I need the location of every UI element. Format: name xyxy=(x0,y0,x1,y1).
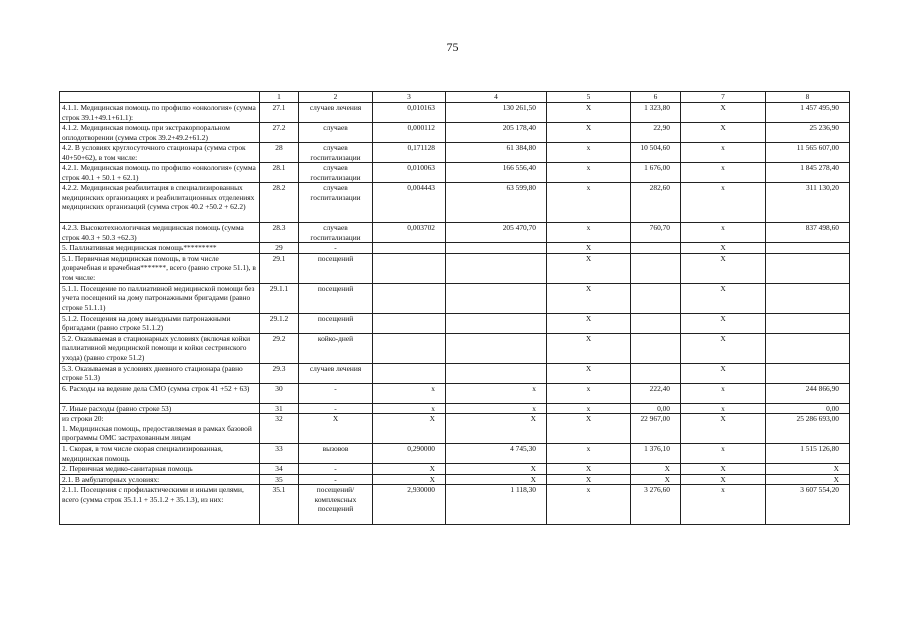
x-cell: X xyxy=(547,313,631,333)
x-cell: х xyxy=(681,444,766,464)
volume-cell: 0,010063 xyxy=(373,163,446,183)
indicator-cell: 2. Первичная медико-санитарная помощь xyxy=(60,464,260,475)
page-number: 75 xyxy=(446,40,459,54)
column-number-cell: 6 xyxy=(631,92,681,103)
table-row xyxy=(60,444,850,464)
x-cell: X xyxy=(681,253,766,283)
per-capita-cell: 222,40 xyxy=(631,383,681,403)
volume-cell: 0,000112 xyxy=(373,123,446,143)
row-number-cell: 28.2 xyxy=(260,183,299,223)
table-row xyxy=(60,464,850,475)
cost-cell: 63 599,80 xyxy=(446,183,547,223)
x-cell: X xyxy=(547,363,631,383)
volume-cell xyxy=(373,313,446,333)
per-capita-cell: 1 676,00 xyxy=(631,163,681,183)
indicator-cell: 4.2.1. Медицинская помощь по профилю «онкология» (сумма строк 40.1 + 50.1 + 62.1) xyxy=(60,163,260,183)
x-cell: х xyxy=(547,485,631,525)
indicator-cell: 4.1.1. Медицинская помощь по профилю «онкология» (сумма строк 39.1+49.1+61.1): xyxy=(60,103,260,123)
cost-cell: X xyxy=(446,474,547,485)
x-cell: X xyxy=(547,123,631,143)
indicator-cell: 2.1.1. Посещения с профилактическими и иными целями, всего (сумма строк 35.1.1 + 35.1.2 + 35.1.3), из них: xyxy=(60,485,260,525)
unit-cell: X xyxy=(299,414,373,444)
table-row xyxy=(60,243,850,254)
table-row xyxy=(60,383,850,403)
row-number-cell: 32 xyxy=(260,414,299,444)
indicator-cell: 5.3. Оказываемая в условиях дневного стационара (равно строке 51.3) xyxy=(60,363,260,383)
row-number-cell: 35 xyxy=(260,474,299,485)
row-number-cell: 33 xyxy=(260,444,299,464)
amount-cell: 311 130,20 xyxy=(766,183,850,223)
per-capita-cell xyxy=(631,313,681,333)
indicator-cell: 4.1.2. Медицинская помощь при экстракорпоральном оплодотворении (сумма строк 39.2+49.2+61.2) xyxy=(60,123,260,143)
indicator-cell: 5.1. Первичная медицинская помощь, в том числе доврачебная и врачебная*******, всего (равно строке 51.1), в том числе: xyxy=(60,253,260,283)
unit-cell: посещений xyxy=(299,313,373,333)
table-row xyxy=(60,123,850,143)
amount-cell xyxy=(766,243,850,254)
x-cell: х xyxy=(547,143,631,163)
cost-cell xyxy=(446,363,547,383)
indicator-cell: 5. Паллиативная медицинская помощь********* xyxy=(60,243,260,254)
amount-cell xyxy=(766,313,850,333)
volume-cell xyxy=(373,363,446,383)
amount-cell: 837 498,60 xyxy=(766,223,850,243)
row-number-cell: 29.1.2 xyxy=(260,313,299,333)
x-cell: х xyxy=(681,485,766,525)
x-cell: X xyxy=(681,414,766,444)
row-number-cell: 27.1 xyxy=(260,103,299,123)
row-number-cell: 28 xyxy=(260,143,299,163)
x-cell: X xyxy=(681,243,766,254)
x-cell: X xyxy=(681,333,766,363)
x-cell: X xyxy=(681,123,766,143)
volume-cell: X xyxy=(373,474,446,485)
unit-cell: посещений xyxy=(299,253,373,283)
amount-cell xyxy=(766,333,850,363)
volume-cell: 0,003702 xyxy=(373,223,446,243)
volume-cell: 0,010163 xyxy=(373,103,446,123)
amount-cell: 1 845 278,40 xyxy=(766,163,850,183)
volume-cell: 0,290000 xyxy=(373,444,446,464)
amount-cell: 11 565 607,00 xyxy=(766,143,850,163)
cost-cell xyxy=(446,243,547,254)
per-capita-cell xyxy=(631,363,681,383)
cost-cell: X xyxy=(446,414,547,444)
amount-cell xyxy=(766,283,850,313)
row-number-cell: 34 xyxy=(260,464,299,475)
amount-cell: X xyxy=(766,474,850,485)
amount-cell: 25 236,90 xyxy=(766,123,850,143)
x-cell: х xyxy=(681,143,766,163)
x-cell: х xyxy=(547,383,631,403)
row-number-cell: 31 xyxy=(260,403,299,414)
x-cell: X xyxy=(681,313,766,333)
per-capita-cell: 1 376,10 xyxy=(631,444,681,464)
row-number-cell: 27.2 xyxy=(260,123,299,143)
table-row xyxy=(60,163,850,183)
volume-cell: 0,171128 xyxy=(373,143,446,163)
cost-cell xyxy=(446,333,547,363)
indicator-cell: 4.2.2. Медицинская реабилитация в специализированных медицинских организациях и реабилитационных отделениях медицинских организаций (сумма строк 40.2 +50.2 + 62.2) xyxy=(60,183,260,223)
volume-cell: х xyxy=(373,403,446,414)
table-row xyxy=(60,333,850,363)
cost-cell: 205 178,40 xyxy=(446,123,547,143)
x-cell: X xyxy=(547,414,631,444)
volume-cell xyxy=(373,243,446,254)
x-cell: X xyxy=(547,253,631,283)
unit-cell: койко-дней xyxy=(299,333,373,363)
x-cell: X xyxy=(681,103,766,123)
unit-cell: вызовов xyxy=(299,444,373,464)
row-number-cell: 29.1 xyxy=(260,253,299,283)
indicator-cell: 5.1.1. Посещение по паллиативной медицинской помощи без учета посещений на дому патронажными бригадами (равно строке 51.1.1) xyxy=(60,283,260,313)
cost-cell: 205 470,70 xyxy=(446,223,547,243)
unit-cell: - xyxy=(299,383,373,403)
unit-cell: - xyxy=(299,243,373,254)
indicator-cell: 6. Расходы на ведение дела СМО (сумма строк 41 +52 + 63) xyxy=(60,383,260,403)
row-number-cell: 35.1 xyxy=(260,485,299,525)
column-number-cell: 4 xyxy=(446,92,547,103)
x-cell: X xyxy=(547,283,631,313)
x-cell: х xyxy=(681,163,766,183)
cost-cell: х xyxy=(446,403,547,414)
x-cell: X xyxy=(547,103,631,123)
per-capita-cell: 1 323,80 xyxy=(631,103,681,123)
x-cell: X xyxy=(681,283,766,313)
volume-cell xyxy=(373,253,446,283)
cost-cell xyxy=(446,253,547,283)
per-capita-cell: 3 276,60 xyxy=(631,485,681,525)
indicator-cell: 4.2.3. Высокотехнологичная медицинская помощь (сумма строк 40.3 + 50.3 +62.3) xyxy=(60,223,260,243)
indicator-cell: 4.2. В условиях круглосуточного стационара (сумма строк 40+50+62), в том числе: xyxy=(60,143,260,163)
column-number-cell: 1 xyxy=(260,92,299,103)
unit-cell: - xyxy=(299,474,373,485)
row-number-cell: 29.3 xyxy=(260,363,299,383)
volume-cell: 2,930000 xyxy=(373,485,446,525)
header-blank-cell xyxy=(60,92,260,103)
x-cell: х xyxy=(547,163,631,183)
x-cell: х xyxy=(681,223,766,243)
indicator-cell: 1. Скорая, в том числе скорая специализированная, медицинская помощь xyxy=(60,444,260,464)
cost-cell xyxy=(446,313,547,333)
amount-cell xyxy=(766,253,850,283)
row-number-cell: 29 xyxy=(260,243,299,254)
column-number-cell: 8 xyxy=(766,92,850,103)
cost-cell: 61 384,80 xyxy=(446,143,547,163)
per-capita-cell xyxy=(631,243,681,254)
per-capita-cell: 22,90 xyxy=(631,123,681,143)
unit-cell: посещений/ комплексных посещений xyxy=(299,485,373,525)
column-number-row xyxy=(60,92,850,103)
table-row xyxy=(60,414,850,444)
cost-cell: 166 556,40 xyxy=(446,163,547,183)
table-row xyxy=(60,283,850,313)
table-row xyxy=(60,253,850,283)
per-capita-cell xyxy=(631,333,681,363)
table-row xyxy=(60,485,850,525)
unit-cell: - xyxy=(299,403,373,414)
amount-cell: X xyxy=(766,464,850,475)
x-cell: х xyxy=(547,403,631,414)
x-cell: X xyxy=(681,474,766,485)
volume-cell: X xyxy=(373,414,446,444)
per-capita-cell xyxy=(631,253,681,283)
table-row xyxy=(60,103,850,123)
indicator-cell: 7. Иные расходы (равно строке 53) xyxy=(60,403,260,414)
volume-cell xyxy=(373,283,446,313)
per-capita-cell: 10 504,60 xyxy=(631,143,681,163)
amount-cell: 244 866,90 xyxy=(766,383,850,403)
column-number-cell: 7 xyxy=(681,92,766,103)
amount-cell: 3 607 554,20 xyxy=(766,485,850,525)
volume-cell: х xyxy=(373,383,446,403)
amount-cell xyxy=(766,363,850,383)
table-row xyxy=(60,183,850,223)
cost-cell xyxy=(446,283,547,313)
x-cell: X xyxy=(547,474,631,485)
x-cell: х xyxy=(547,183,631,223)
x-cell: X xyxy=(547,464,631,475)
cost-cell: х xyxy=(446,383,547,403)
per-capita-cell xyxy=(631,283,681,313)
x-cell: X xyxy=(547,333,631,363)
table-row xyxy=(60,474,850,485)
volume-cell: X xyxy=(373,464,446,475)
table-row xyxy=(60,313,850,333)
indicator-cell: 5.1.2. Посещения на дому выездными патронажными бригадами (равно строке 51.1.2) xyxy=(60,313,260,333)
table-row xyxy=(60,363,850,383)
cost-cell: 130 261,50 xyxy=(446,103,547,123)
per-capita-cell: 760,70 xyxy=(631,223,681,243)
unit-cell: - xyxy=(299,464,373,475)
indicator-cell: 5.2. Оказываемая в стационарных условиях (включая койки паллиативной медицинской помощи и койки сестринского ухода) (равно строке 51.2) xyxy=(60,333,260,363)
per-capita-cell: X xyxy=(631,464,681,475)
unit-cell: случаев лечения xyxy=(299,103,373,123)
column-number-cell: 3 xyxy=(373,92,446,103)
amount-cell: 1 515 126,80 xyxy=(766,444,850,464)
table-row xyxy=(60,403,850,414)
x-cell: х xyxy=(681,183,766,223)
x-cell: х xyxy=(547,223,631,243)
amount-cell: 0,00 xyxy=(766,403,850,414)
x-cell: X xyxy=(681,363,766,383)
volume-cell xyxy=(373,333,446,363)
per-capita-cell: 0,00 xyxy=(631,403,681,414)
row-number-cell: 28.3 xyxy=(260,223,299,243)
x-cell: х xyxy=(681,383,766,403)
per-capita-cell: X xyxy=(631,474,681,485)
cost-cell: X xyxy=(446,464,547,475)
row-number-cell: 28.1 xyxy=(260,163,299,183)
unit-cell: случаев госпитализации xyxy=(299,223,373,243)
unit-cell: случаев xyxy=(299,123,373,143)
table-row xyxy=(60,143,850,163)
x-cell: х xyxy=(547,444,631,464)
column-number-cell: 5 xyxy=(547,92,631,103)
unit-cell: случаев госпитализации xyxy=(299,163,373,183)
row-number-cell: 30 xyxy=(260,383,299,403)
x-cell: X xyxy=(681,464,766,475)
unit-cell: посещений xyxy=(299,283,373,313)
row-number-cell: 29.2 xyxy=(260,333,299,363)
per-capita-cell: 22 967,00 xyxy=(631,414,681,444)
indicator-cell: из строки 20: 1. Медицинская помощь, предоставляемая в рамках базовой программы ОМС застрахованным лицам xyxy=(60,414,260,444)
financing-table xyxy=(59,91,850,525)
x-cell: х xyxy=(681,403,766,414)
row-number-cell: 29.1.1 xyxy=(260,283,299,313)
column-number-cell: 2 xyxy=(299,92,373,103)
volume-cell: 0,004443 xyxy=(373,183,446,223)
unit-cell: случаев госпитализации xyxy=(299,183,373,223)
amount-cell: 1 457 495,90 xyxy=(766,103,850,123)
indicator-cell: 2.1. В амбулаторных условиях: xyxy=(60,474,260,485)
unit-cell: случаев госпитализации xyxy=(299,143,373,163)
per-capita-cell: 282,60 xyxy=(631,183,681,223)
x-cell: X xyxy=(547,243,631,254)
amount-cell: 25 286 693,00 xyxy=(766,414,850,444)
table-row xyxy=(60,223,850,243)
cost-cell: 1 118,30 xyxy=(446,485,547,525)
cost-cell: 4 745,30 xyxy=(446,444,547,464)
unit-cell: случаев лечения xyxy=(299,363,373,383)
